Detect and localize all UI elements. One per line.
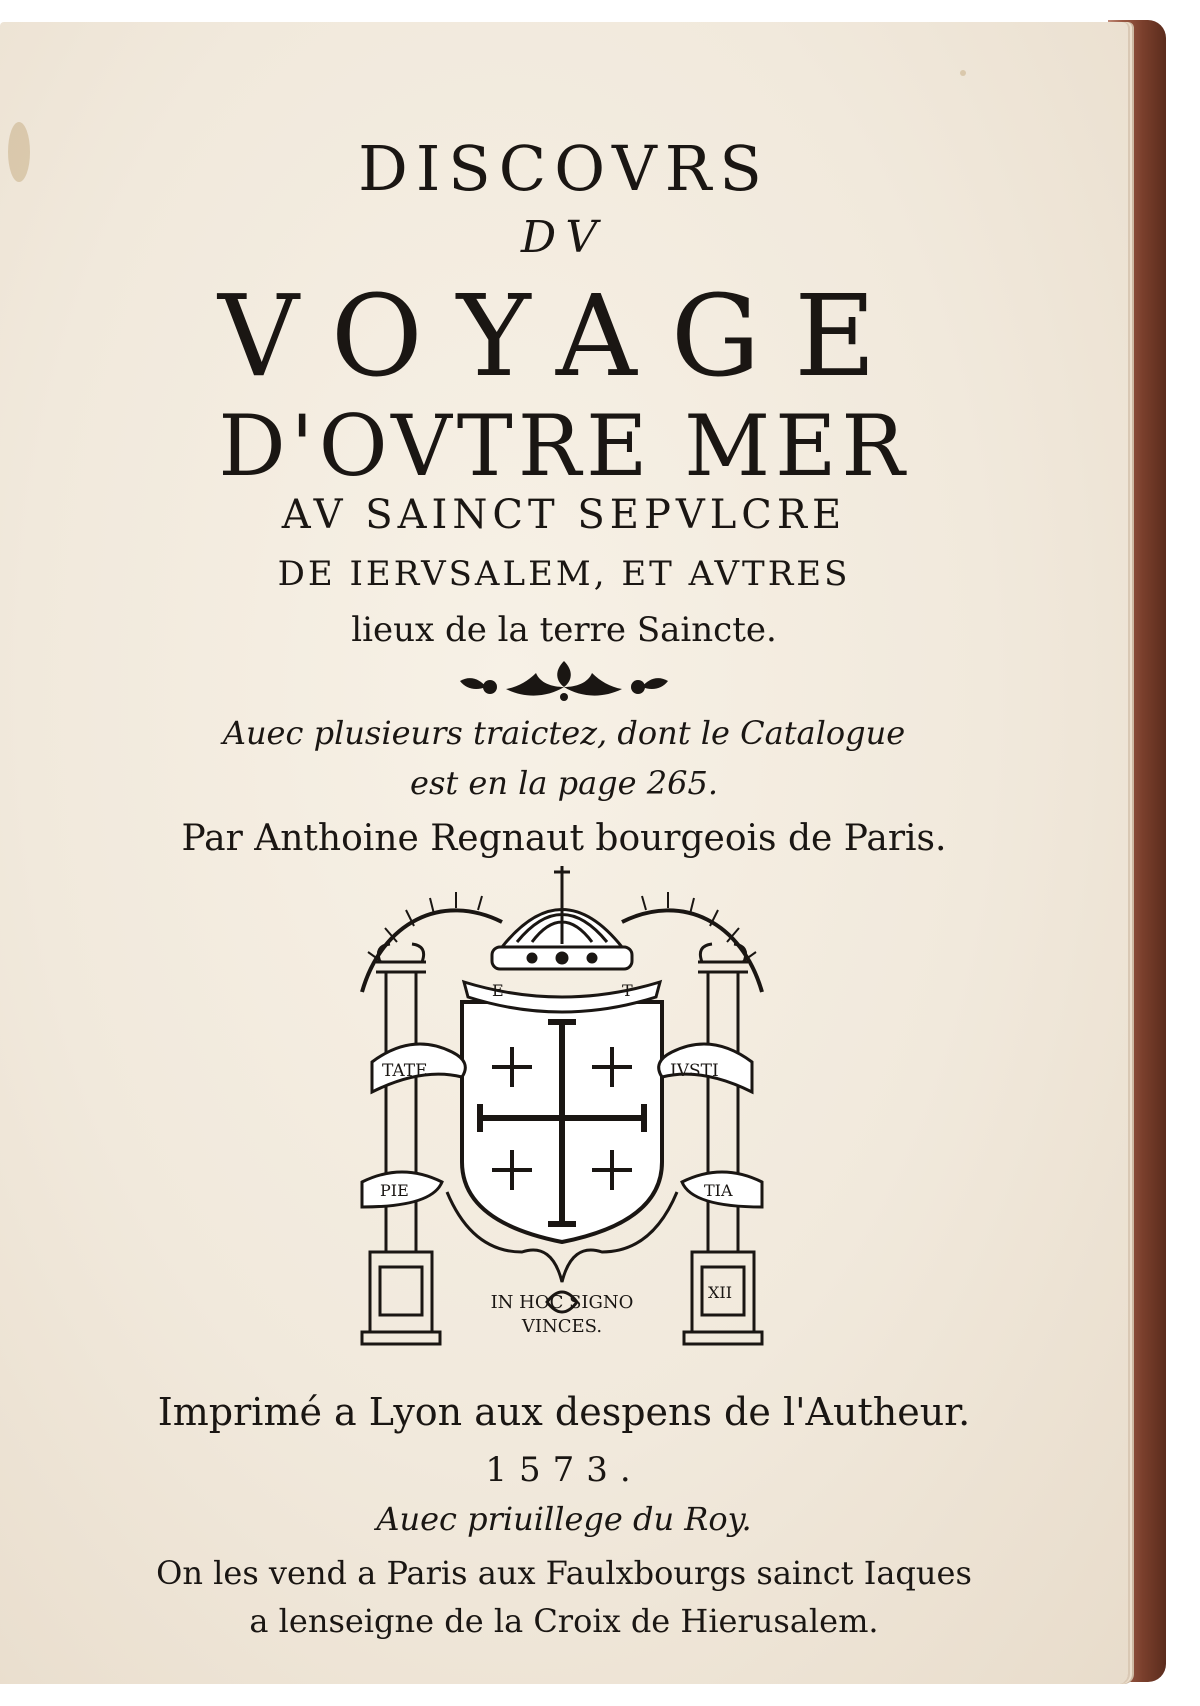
title-line-du: DV [520,212,608,263]
title-line-doutre-mer: D'OVTRE MER [218,397,910,495]
printer-device-jerusalem-cross [352,862,772,1352]
title-line-voyage: VOYAGE [217,272,911,402]
banner-text-tate: TATE [382,1061,428,1081]
fleuron-ornament-icon [456,657,672,703]
banner-text-tia: TIA [704,1181,733,1200]
banner-text-e: E [492,981,504,1000]
year-line: 1573. [485,1450,643,1490]
banner-text-pie: PIE [380,1181,409,1200]
bookseller-line-1: On les vend a Paris aux Faulxbourgs sainct Iaques [156,1554,972,1592]
banner-text-t: T [622,981,633,1000]
title-page [0,22,1128,1684]
subtitle-treatises: Auec plusieurs traictez, dont le Catalogue [222,714,906,752]
title-line-sepulcre: AV SAINCT SEPVLCRE [281,492,847,538]
banner-text-iusti: IVSTI [670,1061,719,1081]
foxing-stain [960,70,966,76]
device-motto-line1: IN HOC SIGNO [490,1292,634,1313]
author-line: Par Anthoine Regnaut bourgeois de Paris. [181,818,947,859]
subtitle-page-ref: est en la page 265. [410,764,718,802]
title-line-discours: DISCOVRS [358,132,770,205]
title-line-jerusalem: DE IERVSALEM, ET AVTRES [277,554,851,594]
title-line-terre-saincte: lieux de la terre Saincte. [351,610,777,650]
imprint-line: Imprimé a Lyon aux despens de l'Autheur. [157,1390,971,1434]
privilege-line: Auec priuillege du Roy. [376,1500,752,1538]
device-motto-line2: VINCES. [521,1316,603,1337]
plinth-numeral: XII [708,1283,733,1302]
bookseller-line-2: a lenseigne de la Croix de Hierusalem. [249,1602,879,1640]
